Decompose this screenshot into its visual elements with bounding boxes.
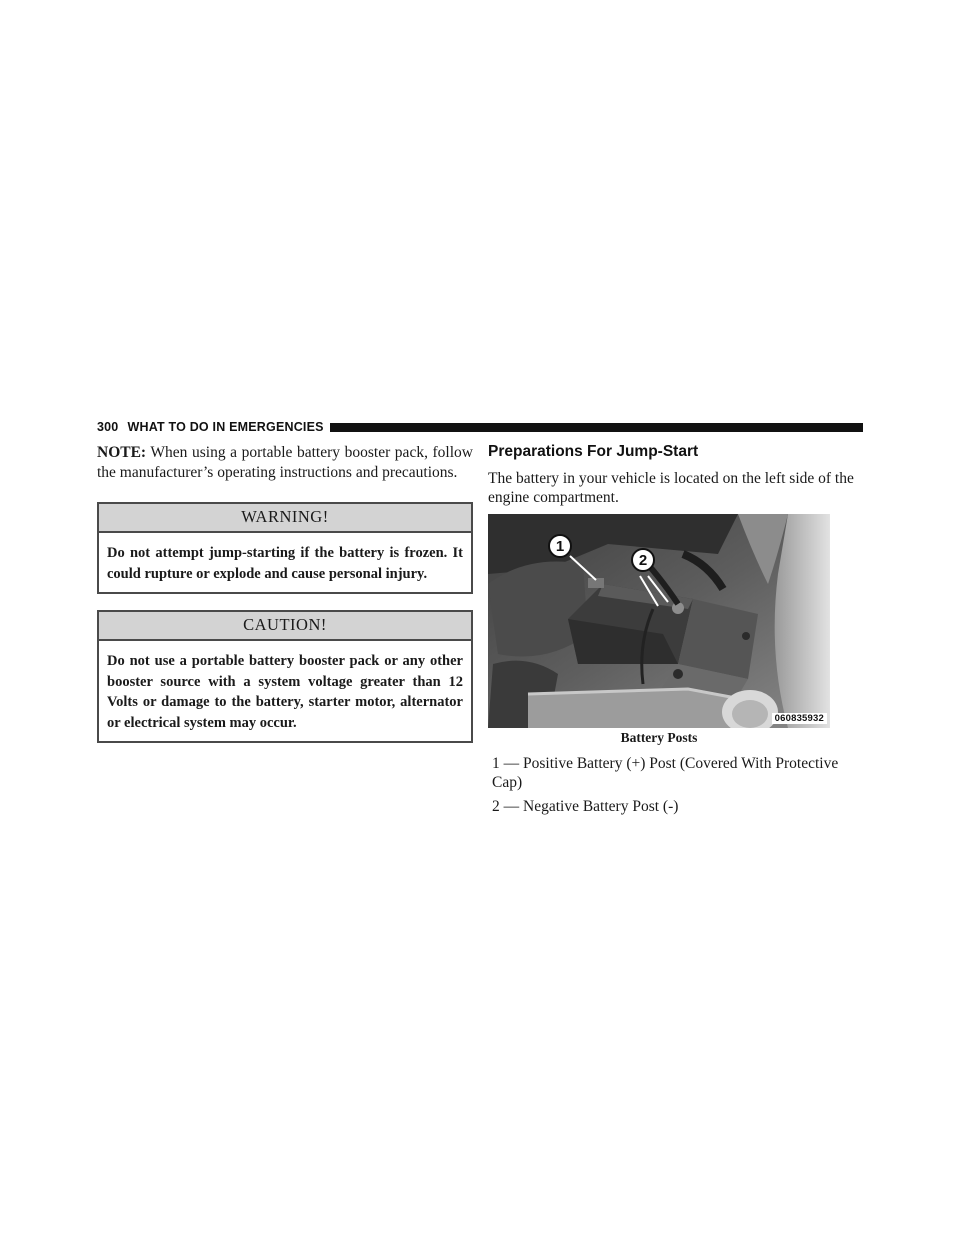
warning-body: Do not attempt jump-starting if the battery is frozen. It could rupture or explode and cause personal injury. <box>107 545 463 582</box>
legend-item: 1 — Positive Battery (+) Post (Covered With Protective Cap) <box>492 755 839 791</box>
section-paragraph: The battery in your vehicle is located on the left side of the engine compartment. <box>488 470 854 506</box>
page-number: 300 <box>97 420 119 434</box>
note-label: NOTE: <box>97 444 147 461</box>
figure-code: 060835932 <box>772 713 827 724</box>
warning-title: WARNING! <box>99 504 471 533</box>
section-heading: Preparations For Jump-Start <box>488 443 699 460</box>
warning-box <box>97 502 473 594</box>
callout-2: 2 <box>631 548 655 572</box>
caution-title: CAUTION! <box>99 612 471 641</box>
note-paragraph <box>97 443 473 483</box>
battery-photo <box>488 514 830 728</box>
section-title: WHAT TO DO IN EMERGENCIES <box>127 420 324 434</box>
figure-legend <box>488 754 863 816</box>
engine-compartment-illustration <box>488 514 830 728</box>
caution-body: Do not use a portable battery booster pack or any other booster source with a system voltage greater than 12 Volts or damage to the battery, starter motor, alternator or electrical system may occur. <box>107 653 463 731</box>
caution-box <box>97 610 473 743</box>
right-column <box>488 443 863 821</box>
legend-item: 2 — Negative Battery Post (-) <box>492 798 679 815</box>
header-rule <box>330 423 863 432</box>
figure-caption: Battery Posts <box>620 730 698 745</box>
left-column <box>97 443 473 743</box>
running-header <box>97 419 863 435</box>
callout-1: 1 <box>548 534 572 558</box>
note-text: When using a portable battery booster pack, follow the manufacturer’s operating instructions and precautions. <box>97 444 473 481</box>
